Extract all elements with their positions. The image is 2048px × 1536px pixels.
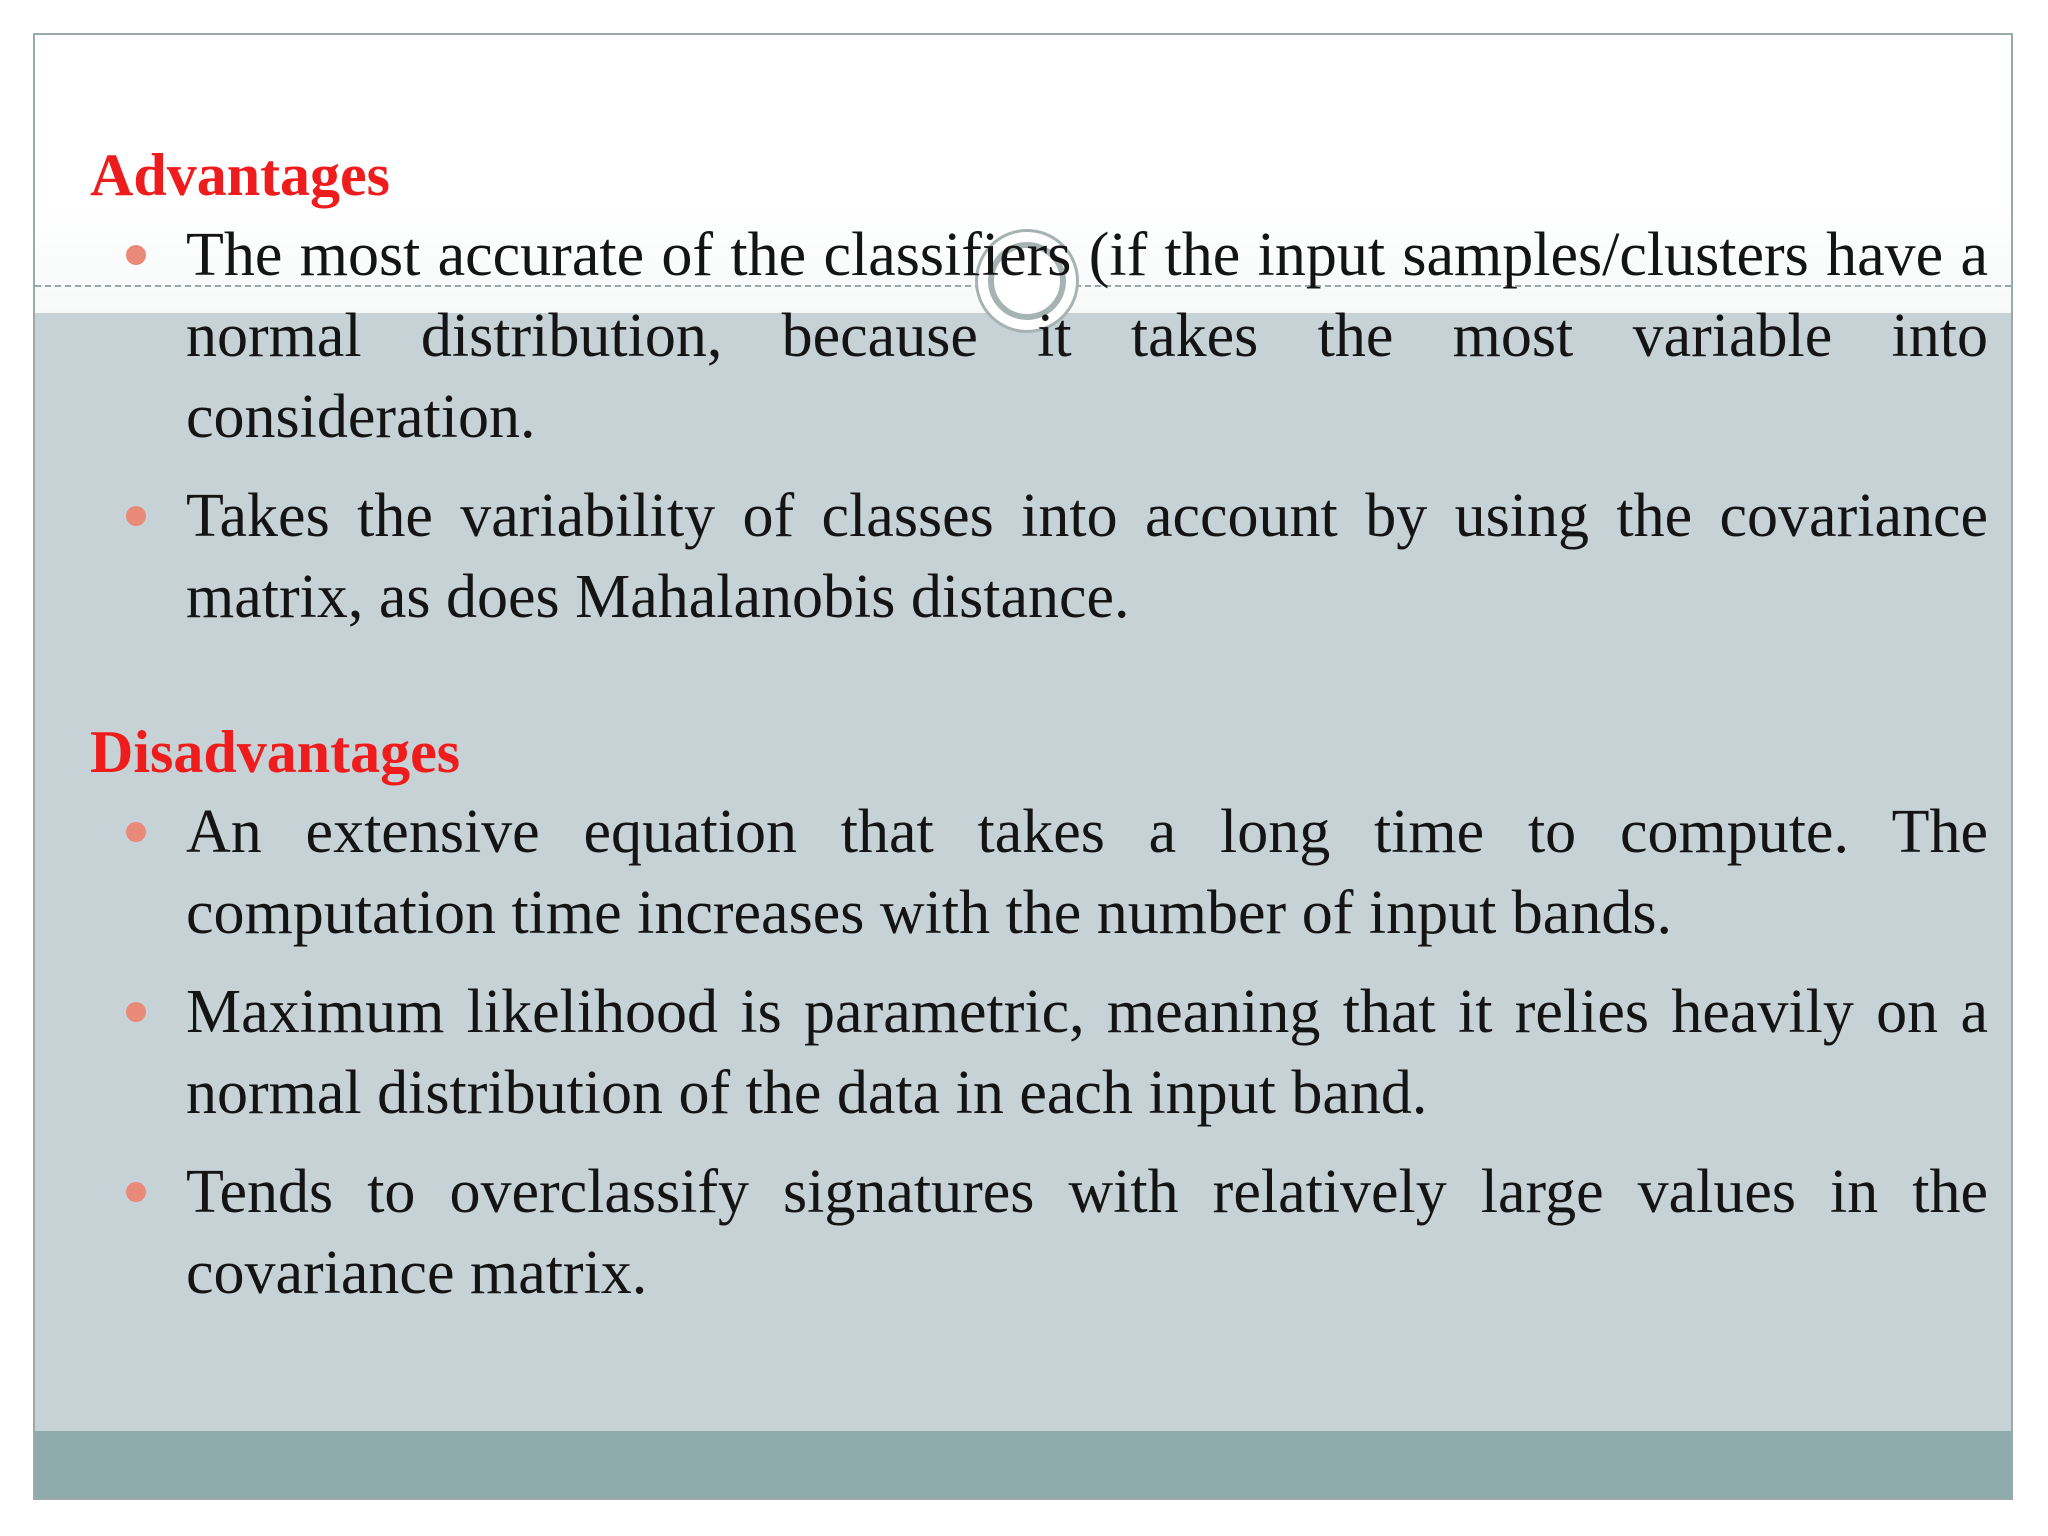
list-item [90, 792, 1988, 954]
bullet-dot-icon [126, 506, 146, 526]
bullet-dot-icon [126, 1002, 146, 1022]
list-item-text: An extensive equation that takes a long time to compute. The computation time increases with the number of input bands. [186, 798, 1988, 947]
disadvantages-list [90, 792, 1990, 1314]
list-item-text: Tends to overclassify signatures with relatively large values in the covariance matrix. [186, 1158, 1988, 1307]
list-item [90, 215, 1988, 458]
slide-content [90, 135, 1990, 1332]
list-item-text: Maximum likelihood is parametric, meaning that it relies heavily on a normal distribution of the data in each input band. [186, 978, 1988, 1127]
slide [33, 33, 2013, 1500]
advantages-list [90, 215, 1990, 638]
bullet-dot-icon [126, 1182, 146, 1202]
list-item [90, 972, 1988, 1134]
disadvantages-heading: Disadvantages [90, 719, 461, 785]
list-item-text: Takes the variability of classes into account by using the covariance matrix, as does Mahalanobis distance. [186, 482, 1988, 631]
bullet-dot-icon [126, 245, 146, 265]
slide-footer-band [35, 1431, 2011, 1500]
list-item [90, 476, 1988, 638]
advantages-heading: Advantages [90, 142, 391, 208]
list-item-text: The most accurate of the classifiers (if the input samples/clusters have a normal distribution, because it takes the most variable into consideration. [186, 221, 1988, 451]
bullet-dot-icon [126, 822, 146, 842]
list-item [90, 1152, 1988, 1314]
